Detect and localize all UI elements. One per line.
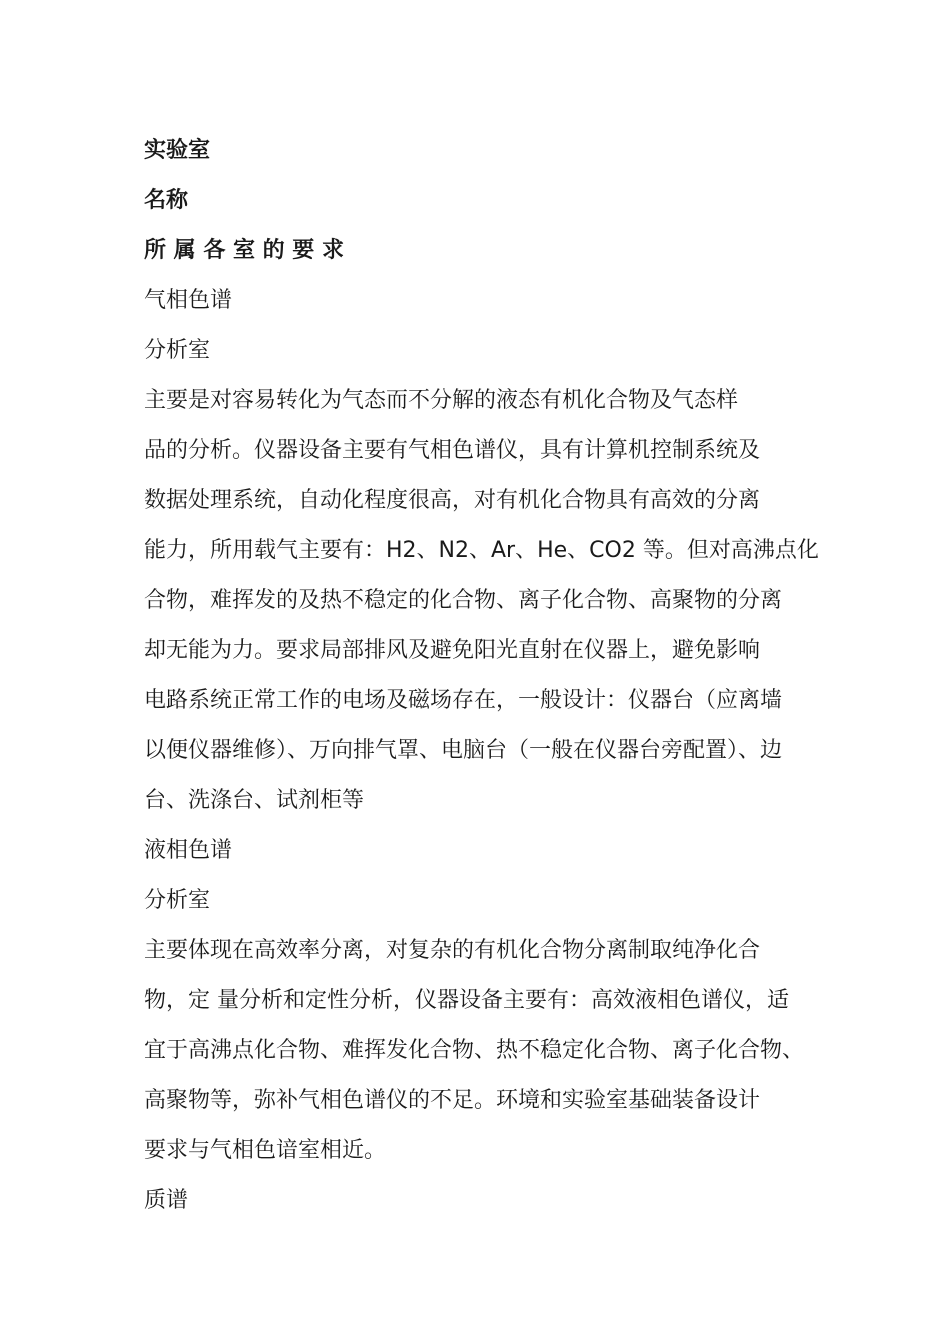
body-line: 品的分析。仪器设备主要有气相色谱仪，具有计算机控制系统及	[144, 438, 761, 463]
heading-lab: 实验室	[144, 138, 211, 163]
section-title-line1: 液相色谱	[144, 838, 233, 863]
body-line: 要求与气相色谙室相近。	[144, 1138, 387, 1163]
body-line: 合物，难挥发的及热不稳定的化合物、离子化合物、高聚物的分离	[144, 588, 783, 613]
body-line: 数据处理系统，自动化程度很高，对有机化合物具有高效的分离	[144, 488, 761, 513]
section-title-line2: 分析室	[144, 338, 211, 363]
section-ms	[144, 1176, 824, 1226]
heading-requirements: 所 属 各 室 的 要 求	[144, 238, 344, 263]
body-line: 以便仪器维修）、万向排气罩、电脑台（一般在仪器台旁配置）、边	[144, 738, 783, 763]
section-gc	[144, 276, 824, 826]
body-line: 宜于高沸点化合物、难挥发化合物、热不稳定化合物、离子化合物、	[144, 1038, 805, 1063]
body-line: 物，定 量分析和定性分析，仪器设备主要有：高效液相色谱仪，适	[144, 988, 789, 1013]
body-line: 高聚物等，弥补气相色谱仪的不足。环境和实验室基础装备设计	[144, 1088, 761, 1113]
body-line: 却无能为力。要求局部排风及避免阳光直射在仪器上，避免影响	[144, 638, 761, 663]
section-lc	[144, 826, 824, 1176]
body-line: 台、洗涤台、试剂柜等	[144, 788, 365, 813]
body-line: 电路系统正常工作的电场及磁场存在，一般设计：仪器台（应离墙	[144, 688, 783, 713]
section-title-line1: 气相色谱	[144, 288, 233, 313]
body-line: 主要体现在高效率分离，对复杂的有机化合物分离制取纯净化合	[144, 938, 761, 963]
heading-name: 名称	[144, 188, 189, 213]
body-line: 能力，所用载气主要有：H2、N2、Ar、He、CO2 等。但对高沸点化	[144, 538, 819, 563]
section-title-line1: 质谱	[144, 1188, 189, 1213]
document-page	[144, 126, 824, 1226]
body-line: 主要是对容易转化为气态而不分解的液态有机化合物及气态样	[144, 388, 739, 413]
section-title-line2: 分析室	[144, 888, 211, 913]
